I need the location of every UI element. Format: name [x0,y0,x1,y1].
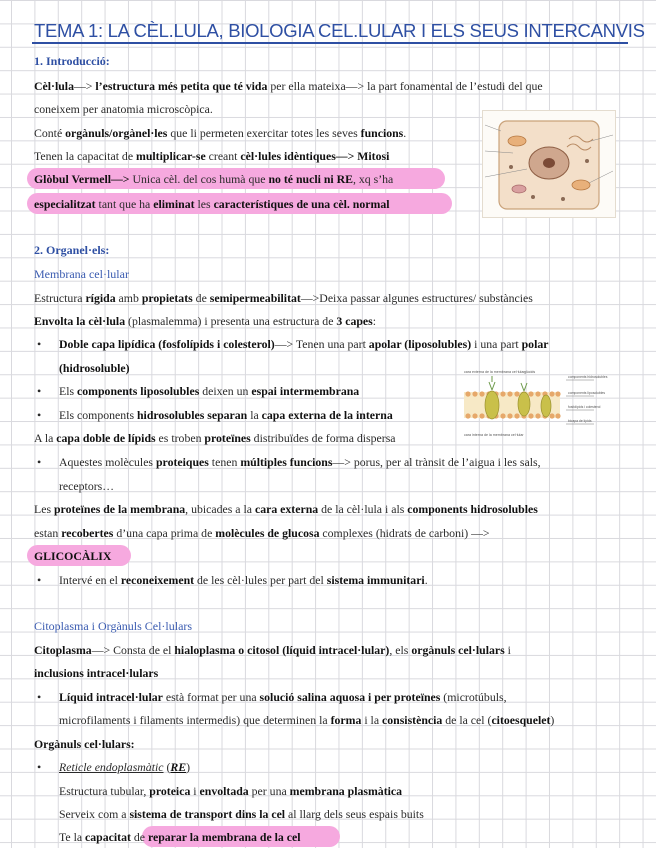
text-run: al llarg dels seus espais buits [285,807,424,821]
section-heading-organels: 2. Organel·els: [34,243,110,257]
text-run: Els components [59,408,137,422]
text-run: complexes (hidrats de carboni) —> [319,526,490,540]
text-run: ) [550,713,555,727]
text-run: i [190,784,200,798]
text-run: separan [207,408,248,422]
list-item-cont [59,712,554,728]
text-line [34,313,376,329]
text-run: —>Deixa passar algunes estructures/ substàncies [300,291,533,305]
text-line [34,125,406,141]
text-run: , els [389,643,412,657]
list-item [59,759,190,775]
text-run: sistema immunitari [326,573,425,587]
text-run: molècules de glucosa [215,526,320,540]
text-run: propietats [141,291,193,305]
list-item [59,689,507,705]
text-run: hidrosolubles [136,408,205,422]
list-item [59,336,549,352]
text-line [34,501,538,517]
text-run: i [504,643,511,657]
text-line [34,148,389,164]
text-run: amb [115,291,142,305]
text-run: proteïnes [204,431,251,445]
text-run: receptors… [59,479,115,493]
text-run: deixen un [199,384,252,398]
text-run: espai intermembrana [251,384,360,398]
text-line [59,783,402,799]
text-run: Doble capa lipídica (fosfolípids i colesterol) [59,337,275,351]
subheading-membrana: Membrana cel·lular [34,267,129,281]
bullet-dot: • [37,760,42,774]
text-run: creant [205,149,241,163]
text-run: tant que ha [95,197,154,211]
text-run: d’una capa prima de [113,526,216,540]
text-run: proteica [149,784,191,798]
text-run: —> [73,79,96,93]
text-line [34,665,158,681]
text-run: de la cel ( [442,713,492,727]
text-run: que li permeten exercitar totes les seves [167,126,361,140]
text-run: —> Tenen una part [274,337,369,351]
text-run: semipermeabilitat [209,291,301,305]
glicocalix-term: GLICOCÀLIX [34,549,112,563]
list-item [59,572,428,588]
text-line [34,196,390,212]
text-run: apolar (liposolubles) [368,337,472,351]
bullet-dot: • [37,337,42,351]
text-run: característiques de una cèl. normal [213,197,390,211]
text-run: l’estructura més petita que té vida [95,79,268,93]
text-run: Serveix com a [59,807,130,821]
fig-label-right-3: fosfolípids i colesterol [568,405,601,409]
text-run: Conté [34,126,66,140]
text-run: —> Consta de el [91,643,175,657]
bullet-dot: • [37,384,42,398]
cell-illustration-svg [483,111,615,217]
text-run: Estructura tubular, [59,784,150,798]
text-run: Líquid intracel·lular [59,690,163,704]
text-run: components liposolubles [77,384,200,398]
text-run: coneixem per anatomia microscòpica. [34,102,213,116]
fig-label-top: glúcids [524,370,536,374]
text-run: envoltada [199,784,249,798]
text-run: microfilaments i filaments intermedis) que determinen la [59,713,331,727]
text-run: està format per una [162,690,260,704]
text-run: estan [34,526,62,540]
fig-label-top-left: cara externa de la membrana cel·lular [464,370,525,374]
text-run: distribuïdes de forma dispersa [250,431,396,445]
list-item-cont [59,478,114,494]
text-run: ( [163,760,171,774]
text-run: eliminat [153,197,195,211]
text-run: les [194,197,214,211]
fig-label-bottom-left: cara interna de la membrana cel·lular [464,433,524,437]
list-item-cont [59,360,130,376]
text-run: de les cèl·lules per part del [194,573,327,587]
text-run: Aquestes molècules [59,455,156,469]
text-run: components hidrosolubles [407,502,538,516]
text-run: de [130,830,148,844]
text-run: membrana plasmàtica [289,784,403,798]
text-run: Orgànuls cel·lulars: [34,737,135,751]
text-line [34,430,396,446]
text-run: (microtúbuls, [440,690,507,704]
text-line [34,525,490,541]
list-item [59,407,393,423]
text-run: (líquid intracel·lular) [282,643,390,657]
text-run: capa externa de la interna [261,408,393,422]
text-line [34,736,135,752]
text-run: Citoplasma [34,643,92,657]
text-run: proteiques [155,455,209,469]
text-run: no té nucli ni RE [268,172,353,186]
text-run: Envolta la cèl·lula [34,314,126,328]
text-run: : [372,314,377,328]
text-run: capa doble de lípids [56,431,156,445]
list-item [59,454,541,470]
text-run: i la [361,713,383,727]
text-run: i una part [471,337,522,351]
text-run: Te la [59,830,86,844]
text-run: Els [59,384,78,398]
text-run: Reticle endoplasmàtic [59,760,164,774]
text-run: (hidrosoluble) [59,361,130,375]
text-run: de la cèl·lula i als [318,502,408,516]
text-run: multiplicar-se [136,149,206,163]
text-run: especialitzat [34,197,96,211]
text-line [34,101,213,117]
text-run: Glòbul Vermell—> [34,172,130,186]
bullet-dot: • [37,573,42,587]
text-run: Unica cèl. del cos humà que [129,172,269,186]
text-run: orgànuls/orgànel·les [65,126,168,140]
text-run: capacitat [85,830,131,844]
text-run: Cèl·lula [34,79,74,93]
text-run: múltiples funcions [240,455,333,469]
text-run: 3 capes [336,314,373,328]
text-run: Tenen la capacitat de [34,149,137,163]
fig-label-right-2: components liposolubles [568,391,606,395]
text-run: (plasmalemma) i presenta una estructura de [125,314,337,328]
text-run: RE [170,760,187,774]
membrane-figure-svg [462,366,622,440]
text-line [59,829,301,845]
text-run: recobertes [61,526,114,540]
text-run: . [424,573,428,587]
text-run: de [192,291,210,305]
text-run: polar [521,337,549,351]
text-run: proteïnes de la membrana [53,502,186,516]
section-heading-introduccio: 1. Introducció: [34,54,110,68]
text-run: sistema de transport dins la cel [129,807,286,821]
bullet-dot: • [37,408,42,422]
text-run: rígida [85,291,116,305]
fig-label-right-4: bicapa de lípids [568,419,592,423]
bullet-dot: • [37,690,42,704]
text-run: cèl·lules idèntiques—> Mitosi [240,149,390,163]
text-run: , ubicades a la [185,502,255,516]
text-run: citoesquelet [491,713,551,727]
text-run: —> porus, per al trànsit de l’aigua i les sals, [332,455,541,469]
text-run: solució salina aquosa i per proteïnes [259,690,441,704]
text-line [34,171,393,187]
subheading-citoplasma: Citoplasma i Orgànuls Cel·lulars [34,619,193,633]
text-run: Les [34,502,54,516]
text-run: reparar la membrana de la cel [147,830,301,844]
text-run: es troben [155,431,205,445]
fig-label-right-1: components hidrosolubles [568,375,608,379]
text-line [34,290,533,306]
text-run: hialoplasma o citosol [174,643,280,657]
text-run: orgànuls cel·lulars [411,643,505,657]
text-run: forma [330,713,362,727]
text-run: Intervé en el [59,573,121,587]
bullet-dot: • [37,455,42,469]
text-run: , xq s’ha [353,172,394,186]
cell-illustration [482,110,616,218]
list-item [59,383,359,399]
text-run: per una [248,784,290,798]
text-run: inclusions intracel·lulars [34,666,159,680]
membrane-figure [462,366,622,440]
text-run: Estructura [34,291,86,305]
text-run: cara externa [254,502,319,516]
text-line [34,642,511,658]
text-line [34,78,543,94]
page-title: TEMA 1: LA CÈL.LULA, BIOLOGIA CEL.LULAR I ELS SEUS INTERCANVIS [34,20,645,41]
title-underline [32,42,628,44]
text-run: tenen [208,455,241,469]
text-run: . [403,126,407,140]
text-run: funcions [360,126,404,140]
text-run: ) [186,760,191,774]
text-run: per ella mateixa—> la part fonamental de l’estudi del que [267,79,543,93]
text-run: la [247,408,262,422]
text-run: reconeixement [120,573,195,587]
text-run: A la [34,431,57,445]
text-run: consistència [382,713,443,727]
text-line [59,806,424,822]
